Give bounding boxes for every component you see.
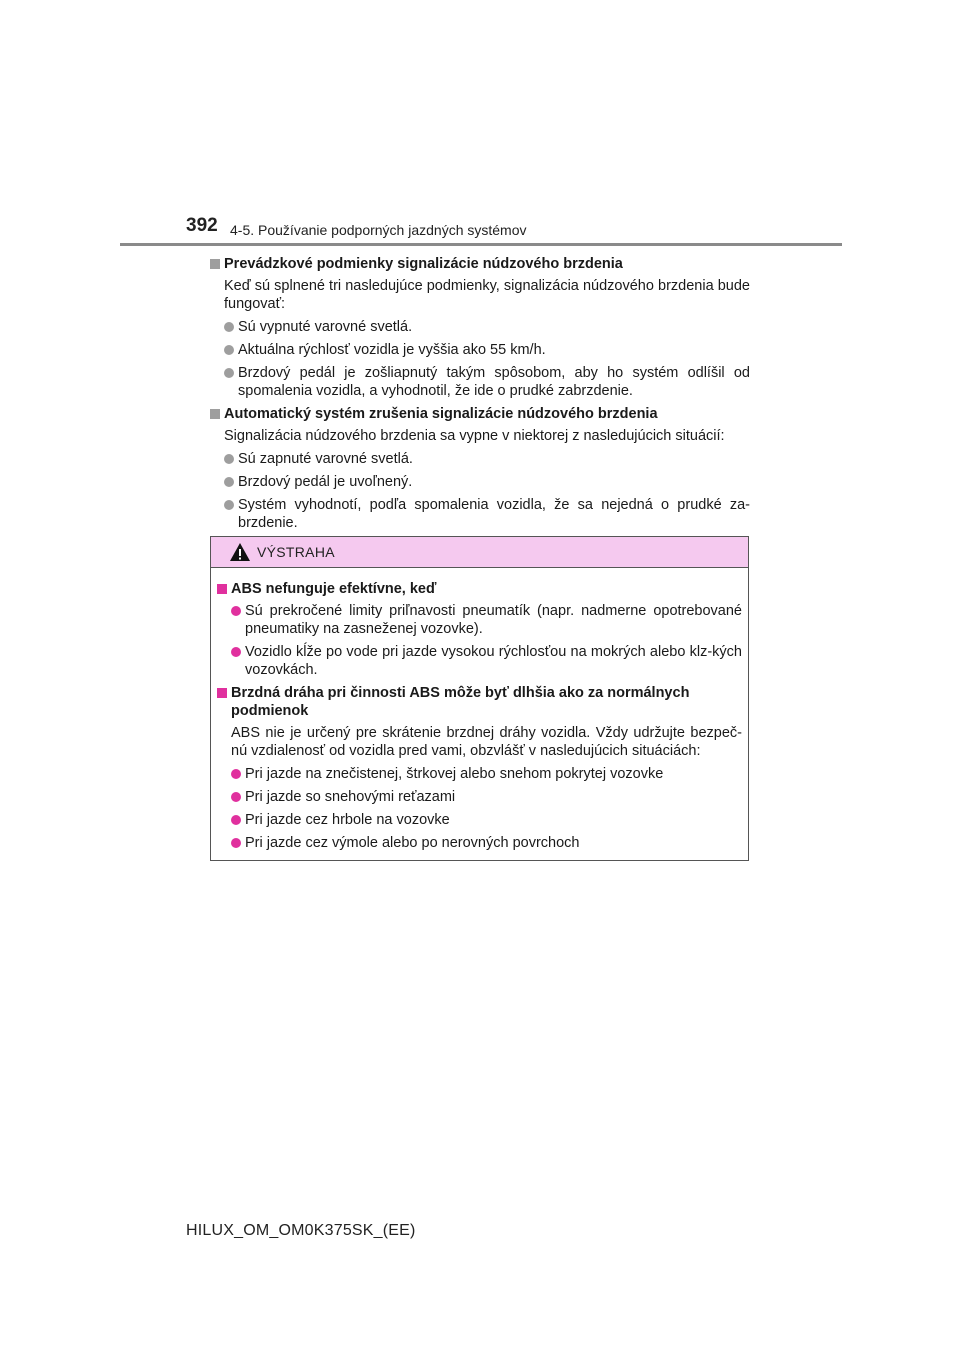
round-bullet-icon bbox=[231, 838, 241, 848]
list-item bbox=[210, 473, 750, 491]
square-bullet-icon bbox=[217, 584, 227, 594]
list-item bbox=[217, 643, 742, 679]
square-bullet-icon bbox=[210, 409, 220, 419]
round-bullet-icon bbox=[231, 769, 241, 779]
list-item bbox=[210, 496, 750, 532]
list-item bbox=[210, 318, 750, 336]
list-item-text: Systém vyhodnotí, podľa spomalenia vozidla, že sa nejedná o prudké za-brzdenie. bbox=[238, 497, 750, 531]
page-number: 392 bbox=[186, 215, 218, 236]
section-text: Signalizácia núdzového brzdenia sa vypne v niektorej z nasledujúcich situácií: bbox=[224, 428, 725, 444]
section-heading bbox=[210, 255, 750, 273]
round-bullet-icon bbox=[224, 454, 234, 464]
warning-section-braking-distance bbox=[217, 684, 742, 852]
round-bullet-icon bbox=[224, 322, 234, 332]
list-item bbox=[217, 788, 742, 806]
list-item bbox=[210, 450, 750, 468]
section-text: Keď sú splnené tri nasledujúce podmienky, signalizácia núdzového brzdenia bude fungovať: bbox=[224, 278, 750, 312]
section-heading-text: Automatický systém zrušenia signalizácie núdzového brzdenia bbox=[224, 406, 658, 422]
list-item-text: Aktuálna rýchlosť vozidla je vyššia ako 55 km/h. bbox=[238, 342, 546, 358]
round-bullet-icon bbox=[224, 368, 234, 378]
warning-heading-text: Brzdná dráha pri činnosti ABS môže byť dlhšia ako za normálnych podmienok bbox=[231, 685, 690, 719]
list-item bbox=[217, 765, 742, 783]
section-heading bbox=[210, 405, 750, 423]
warning-box bbox=[210, 536, 749, 861]
list-item bbox=[217, 811, 742, 829]
list-item-text: Sú zapnuté varovné svetlá. bbox=[238, 451, 413, 467]
list-item-text: Sú vypnuté varovné svetlá. bbox=[238, 319, 413, 335]
list-item-text: Pri jazde na znečistenej, štrkovej alebo snehom pokrytej vozovke bbox=[245, 766, 664, 782]
footer-doc-code: HILUX_OM_OM0K375SK_(EE) bbox=[186, 1222, 416, 1239]
list-item-text: Pri jazde cez hrbole na vozovke bbox=[245, 812, 450, 828]
warning-heading bbox=[217, 580, 742, 598]
warning-text: ABS nie je určený pre skrátenie brzdnej dráhy vozidla. Vždy udržujte bezpeč-nú vzdialenosť od vozidla pred vami, obzvlášť v nasledujúcich situáciách: bbox=[231, 725, 742, 759]
warning-header bbox=[211, 537, 748, 568]
list-item-text: Brzdový pedál je zošliapnutý takým spôsobom, aby ho systém odlíšil od spomalenia vozidla, a vyhodnotil, že ide o prudké zabrzdenie. bbox=[238, 365, 750, 399]
list-item-text: Pri jazde cez výmole alebo po nerovných povrchoch bbox=[245, 835, 580, 851]
section-heading-text: Prevádzkové podmienky signalizácie núdzového brzdenia bbox=[224, 256, 623, 272]
main-content bbox=[210, 255, 750, 537]
page-header bbox=[0, 0, 960, 250]
list-item-text: Sú prekročené limity priľnavosti pneumatík (napr. nadmerne opotrebované pneumatiky na zasneženej vozovke). bbox=[245, 603, 742, 637]
round-bullet-icon bbox=[231, 815, 241, 825]
square-bullet-icon bbox=[217, 688, 227, 698]
warning-triangle-icon bbox=[229, 542, 251, 562]
section-operating-conditions bbox=[210, 255, 750, 400]
warning-title: VÝSTRAHA bbox=[257, 544, 335, 560]
list-item bbox=[217, 834, 742, 852]
round-bullet-icon bbox=[231, 606, 241, 616]
list-item bbox=[210, 364, 750, 400]
list-item-text: Pri jazde so snehovými reťazami bbox=[245, 789, 456, 805]
list-item-text: Vozidlo kĺže po vode pri jazde vysokou rýchlosťou na mokrých alebo klz-kých vozovkách. bbox=[245, 644, 742, 678]
chapter-title: 4-5. Používanie podporných jazdných systémov bbox=[230, 222, 527, 238]
round-bullet-icon bbox=[231, 792, 241, 802]
square-bullet-icon bbox=[210, 259, 220, 269]
warning-section-abs bbox=[217, 580, 742, 679]
warning-heading-text: ABS nefunguje efektívne, keď bbox=[231, 581, 437, 597]
round-bullet-icon bbox=[224, 345, 234, 355]
list-item bbox=[210, 341, 750, 359]
warning-heading bbox=[217, 684, 742, 720]
round-bullet-icon bbox=[224, 500, 234, 510]
warning-body bbox=[211, 568, 748, 852]
list-item-text: Brzdový pedál je uvoľnený. bbox=[238, 474, 413, 490]
round-bullet-icon bbox=[231, 647, 241, 657]
list-item bbox=[217, 602, 742, 638]
section-auto-cancel bbox=[210, 405, 750, 532]
header-rule bbox=[120, 243, 842, 246]
round-bullet-icon bbox=[224, 477, 234, 487]
